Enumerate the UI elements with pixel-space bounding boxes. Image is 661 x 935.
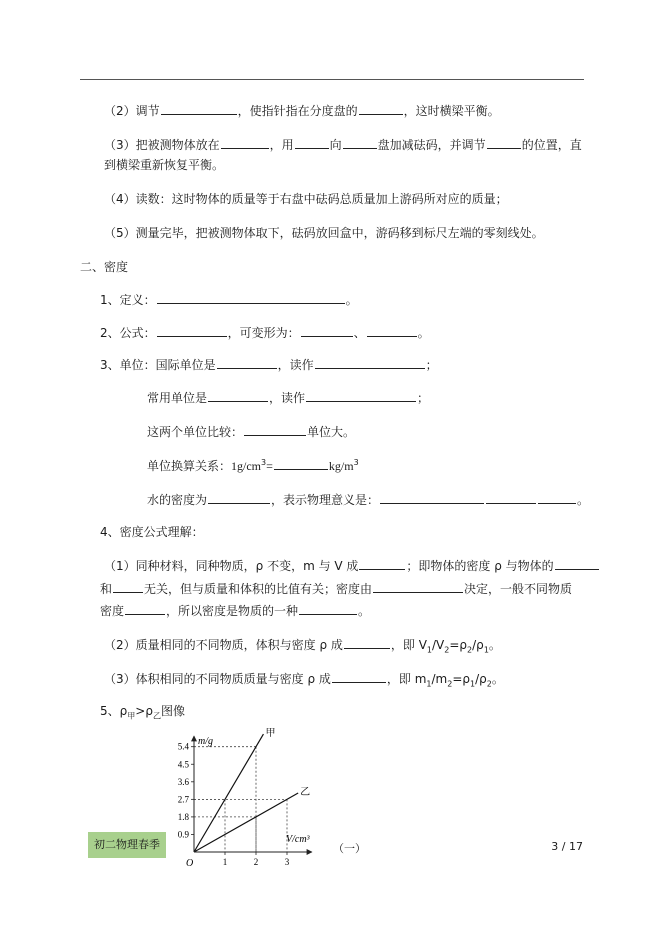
footer-course: 初二物理春季 bbox=[88, 832, 166, 858]
line-place-cont: 到横梁重新恢复平衡。 bbox=[104, 158, 225, 172]
line-unit2: 常用单位是 ，读作 ； bbox=[147, 391, 430, 405]
y-tick-label: 5.4 bbox=[177, 741, 189, 752]
blank[interactable] bbox=[367, 324, 417, 337]
line-u1-cont: 和 无关，但与质量和体积的比值有关；密度由 决定，一般不同物质 bbox=[100, 582, 573, 596]
blank[interactable] bbox=[125, 602, 165, 615]
line-finish: （5）测量完毕，把被测物体取下，砝码放回盒中，游码移到标尺左端的零刻线处。 bbox=[104, 226, 544, 240]
series-line bbox=[194, 734, 263, 852]
line-compare: 这两个单位比较： 单位大。 bbox=[147, 425, 356, 439]
y-tick-label: 1.8 bbox=[177, 811, 189, 822]
line-u1-cont2: 密度 ，所以密度是物质的一种 。 bbox=[100, 604, 371, 618]
line-u2: （2）质量相同的不同物质，体积与密度 ρ 成 ，即 $V_1/V_2=\rho_2/\rho_1$。 bbox=[104, 638, 501, 655]
blank[interactable] bbox=[301, 324, 353, 337]
x-tick-label: 3 bbox=[284, 857, 290, 867]
blank[interactable] bbox=[306, 389, 416, 402]
line-convert: 单位换算关系：$1g/cm^3= kg/m^3$ bbox=[147, 458, 359, 473]
y-axis-label: m/g bbox=[198, 736, 213, 747]
blank[interactable] bbox=[299, 602, 357, 615]
blank[interactable] bbox=[344, 636, 390, 649]
blank[interactable] bbox=[157, 324, 227, 337]
blank[interactable] bbox=[161, 102, 237, 115]
blank[interactable] bbox=[487, 136, 521, 149]
blank[interactable] bbox=[555, 557, 599, 570]
blank[interactable] bbox=[380, 491, 484, 504]
x-tick-label: 1 bbox=[222, 857, 228, 867]
series-label: 乙 bbox=[300, 787, 311, 799]
blank[interactable] bbox=[208, 491, 270, 504]
blank[interactable] bbox=[217, 356, 277, 369]
line-adjust: （2）调节 ，使指针指在分度盘的 ，这时横梁平衡。 bbox=[104, 104, 500, 118]
blank[interactable] bbox=[113, 580, 143, 593]
line-water: 水的密度为 ，表示物理意义是： 。 bbox=[147, 493, 590, 507]
page-number: 3 / 17 bbox=[551, 840, 583, 853]
blank[interactable] bbox=[373, 580, 463, 593]
blank[interactable] bbox=[221, 136, 269, 149]
line-u3: （3）体积相同的不同物质质量与密度 ρ 成 ，即 $m_1/m_2=\rho_1/\rho_2$。 bbox=[104, 672, 504, 689]
line-def: 1、定义： 。 bbox=[100, 293, 358, 307]
y-tick-label: 3.6 bbox=[177, 776, 189, 787]
blank[interactable] bbox=[359, 557, 405, 570]
line-graph-title: 5、$\rho_甲>\rho_乙$图像 bbox=[100, 704, 185, 721]
blank[interactable] bbox=[343, 136, 377, 149]
line-formula: 2、公式： ，可变形为： 、 。 bbox=[100, 326, 430, 340]
blank[interactable] bbox=[315, 356, 425, 369]
y-tick-label: 0.9 bbox=[177, 829, 189, 840]
x-tick-label: 2 bbox=[253, 857, 259, 867]
density-chart bbox=[160, 728, 350, 878]
blank[interactable] bbox=[274, 457, 328, 470]
line-place: （3）把被测物体放在 ，用 向 盘加减砝码，并调节 的位置，直 bbox=[104, 138, 582, 152]
x-axis-label: V/cm³ bbox=[286, 834, 310, 845]
y-tick-label: 2.7 bbox=[177, 794, 189, 805]
header-rule bbox=[80, 79, 584, 80]
origin-label: O bbox=[186, 858, 194, 869]
line-unit1: 3、单位：国际单位是 ，读作 ； bbox=[100, 358, 438, 372]
blank[interactable] bbox=[208, 389, 268, 402]
line-read: （4）读数：这时物体的质量等于右盘中砝码总质量加上游码所对应的质量； bbox=[104, 192, 508, 206]
blank[interactable] bbox=[157, 291, 345, 304]
section-title: 二、密度 bbox=[80, 260, 129, 274]
footer-mid: （一） bbox=[333, 842, 366, 855]
blank[interactable] bbox=[486, 491, 536, 504]
blank[interactable] bbox=[244, 423, 306, 436]
blank[interactable] bbox=[538, 491, 576, 504]
line-understand: 4、密度公式理解： bbox=[100, 525, 204, 539]
blank[interactable] bbox=[295, 136, 329, 149]
y-tick-label: 4.5 bbox=[177, 759, 189, 770]
blank[interactable] bbox=[359, 102, 403, 115]
series-label: 甲 bbox=[265, 728, 276, 740]
line-u1: （1）同种材料，同种物质，ρ 不变，m 与 V 成 ；即物体的密度 ρ 与物体的 bbox=[104, 557, 600, 574]
series-line bbox=[194, 793, 298, 852]
blank[interactable] bbox=[332, 670, 386, 683]
